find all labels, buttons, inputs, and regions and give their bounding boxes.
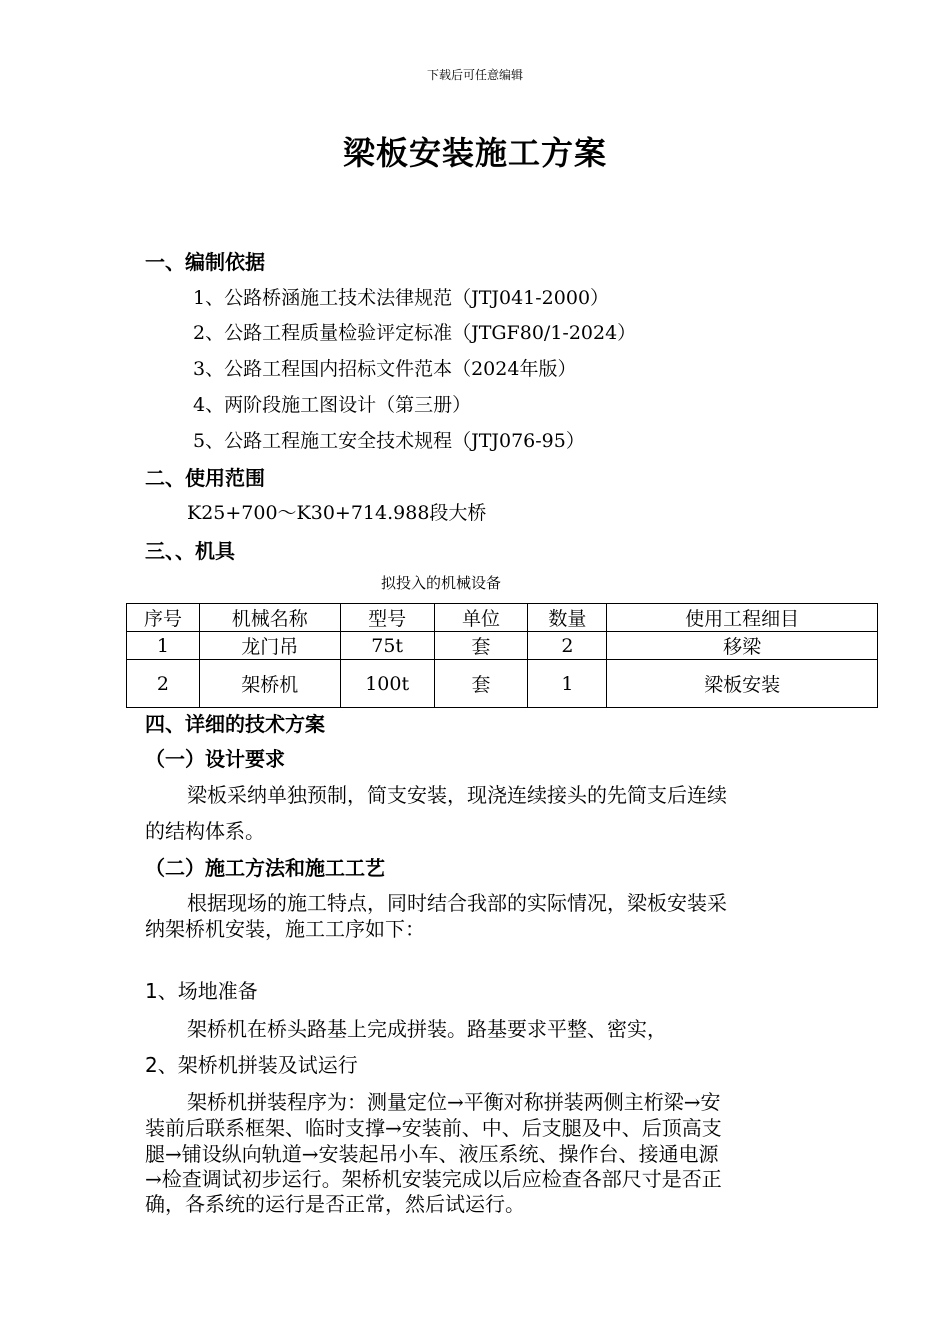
- table-header-cell: 使用工程细目: [607, 604, 878, 632]
- section-heading-equipment: 三、、机具: [145, 539, 235, 563]
- table-row: [127, 632, 878, 660]
- method-line-1: 根据现场的施工特点，同时结合我部的实际情况，梁板安装采: [187, 891, 727, 915]
- assembly-line-2: 装前后联系框架、临时支撑→安装前、中、后支腿及中、后顶高支: [145, 1116, 722, 1140]
- method-line-2: 纳架桥机安装，施工工序如下：: [145, 917, 425, 941]
- table-cell: 套: [434, 660, 528, 708]
- subsection-heading-design: （一）设计要求: [145, 747, 285, 771]
- basis-item-2: 2、公路工程质量检验评定标准（JTGF80/1-2024）: [193, 322, 637, 344]
- basis-item-1: 1、公路桥涵施工技术法律规范（JTJ041-2000）: [193, 287, 610, 309]
- section-heading-tech: 四、详细的技术方案: [145, 712, 325, 736]
- table-header-cell: 型号: [340, 604, 434, 632]
- basis-item-3: 3、公路工程国内招标文件范本（2024年版）: [193, 358, 577, 380]
- step-heading-site: 1、场地准备: [145, 979, 258, 1003]
- design-line-1: 梁板采纳单独预制，简支安装，现浇连续接头的先简支后连续: [187, 783, 727, 807]
- design-line-2: 的结构体系。: [145, 819, 265, 843]
- scope-text: K25+700～K30+714.988段大桥: [187, 502, 487, 524]
- table-header-cell: 数量: [528, 604, 607, 632]
- table-header-cell: 单位: [434, 604, 528, 632]
- table-cell: 龙门吊: [199, 632, 340, 660]
- table-cell: 2: [528, 632, 607, 660]
- table-cell: 2: [127, 660, 200, 708]
- table-cell: 套: [434, 632, 528, 660]
- table-cell: 1: [528, 660, 607, 708]
- step-heading-assembly: 2、架桥机拼装及试运行: [145, 1053, 358, 1077]
- assembly-line-3: 腿→铺设纵向轨道→安装起吊小车、液压系统、操作台、接通电源: [145, 1142, 719, 1166]
- basis-item-5: 5、公路工程施工安全技术规程（JTJ076-95）: [193, 430, 585, 452]
- header-note: 下载后可任意编辑: [426, 68, 523, 82]
- table-cell: 架桥机: [199, 660, 340, 708]
- table-header-cell: 序号: [127, 604, 200, 632]
- equipment-table-caption: 拟投入的机械设备: [380, 574, 501, 592]
- table-cell: 75t: [340, 632, 434, 660]
- table-cell: 梁板安装: [607, 660, 878, 708]
- subsection-heading-method: （二）施工方法和施工工艺: [145, 856, 385, 880]
- table-cell: 100t: [340, 660, 434, 708]
- assembly-line-4: →检查调试初步运行。架桥机安装完成以后应检查各部尺寸是否正: [145, 1167, 722, 1191]
- table-header-row: [127, 604, 878, 632]
- table-cell: 1: [127, 632, 200, 660]
- assembly-line-5: 确，各系统的运行是否正常，然后试运行。: [145, 1192, 525, 1216]
- table-cell: 移梁: [607, 632, 878, 660]
- table-header-cell: 机械名称: [199, 604, 340, 632]
- section-heading-scope: 二、使用范围: [145, 466, 265, 490]
- equipment-table: [126, 603, 878, 708]
- table-row: [127, 660, 878, 708]
- document-title: 梁板安装施工方案: [342, 134, 607, 172]
- section-heading-basis: 一、编制依据: [145, 250, 265, 274]
- basis-item-4: 4、两阶段施工图设计（第三册）: [193, 394, 472, 416]
- assembly-line-1: 架桥机拼装程序为：测量定位→平衡对称拼装两侧主桁梁→安: [187, 1090, 721, 1114]
- site-text: 架桥机在桥头路基上完成拼装。路基要求平整、密实，: [187, 1017, 667, 1041]
